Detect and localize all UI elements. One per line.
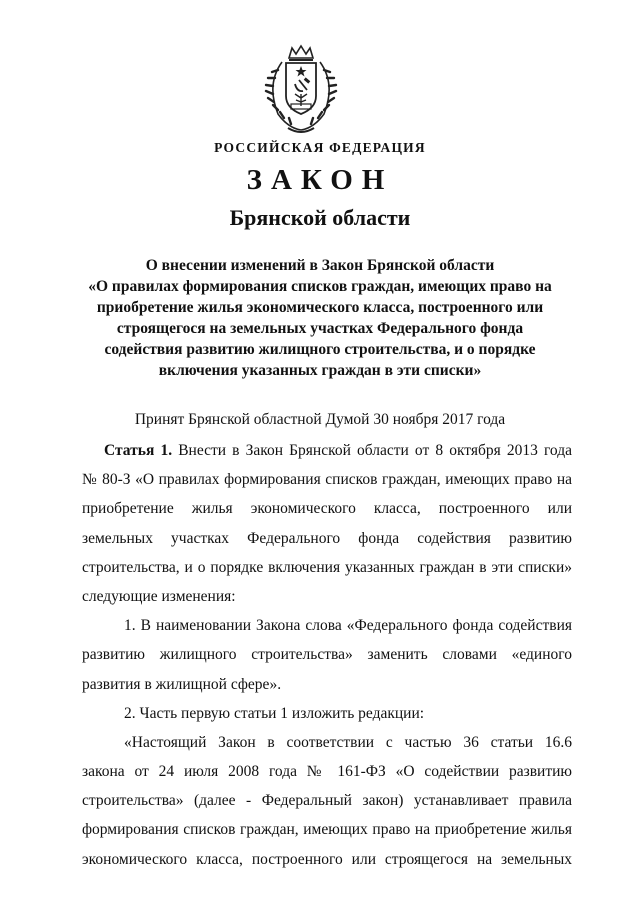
adoption-note: Принят Брянской областной Думой 30 ноября 2017 года [134, 411, 506, 428]
subject-line: О внесении изменений в Закон Брянской области [145, 257, 495, 274]
subject-line: строящегося на земельных участках Федерального фонда [116, 320, 524, 337]
subject-line: включения указанных граждан в эти списки» [158, 362, 482, 379]
quote-line: формирования списков граждан, имеющих право на приобретение жилья [82, 821, 572, 839]
quote-line: закона от 24 июля 2008 года № 161-ФЗ «О содействии развитию [82, 763, 572, 781]
coat-of-arms-icon [256, 44, 346, 136]
body-line: строительства, и о порядке включения указанных граждан в эти списки» [82, 558, 572, 576]
quote-line: строительства» (далее - Федеральный закон) устанавливает правила [82, 792, 572, 810]
body-line: № 80-З «О правилах формирования списков граждан, имеющих право на [82, 471, 572, 489]
subject-line: приобретение жилья экономического класса, построенного или [96, 299, 544, 316]
law-body [82, 436, 572, 874]
law-subject [60, 255, 580, 381]
item-line: развития в жилищной сфере». [82, 675, 282, 693]
subject-line: содействия развитию жилищного строительства, и о порядке [104, 341, 536, 358]
subject-line: «О правилах формирования списков граждан, имеющих право на [88, 278, 552, 295]
item-line: 2. Часть первую статьи 1 изложить редакции: [124, 704, 425, 722]
article-label: Статья 1. [104, 442, 173, 459]
body-line: приобретение жилья экономического класса, построенного или [82, 500, 572, 518]
item-line: развитию жилищного строительства» заменить словами «единого [82, 646, 572, 664]
quote-line: экономического класса, построенного или строящегося на земельных [82, 850, 572, 868]
quote-line: «Настоящий Закон в соответствии с частью 36 статьи 16.6 [124, 733, 572, 751]
item-line: 1. В наименовании Закона слова «Федерального фонда содействия [124, 617, 572, 635]
region-title: Брянской области [229, 205, 411, 230]
article-first-line [82, 436, 572, 465]
law-title: ЗАКОН [246, 164, 394, 196]
article-text: Внести в Закон Брянской области от 8 октября 2013 года [178, 442, 572, 459]
body-line: следующие изменения: [82, 587, 236, 605]
country-heading: РОССИЙСКАЯ ФЕДЕРАЦИЯ [214, 140, 426, 155]
body-line: земельных участках Федерального фонда содействия развитию [82, 529, 572, 547]
